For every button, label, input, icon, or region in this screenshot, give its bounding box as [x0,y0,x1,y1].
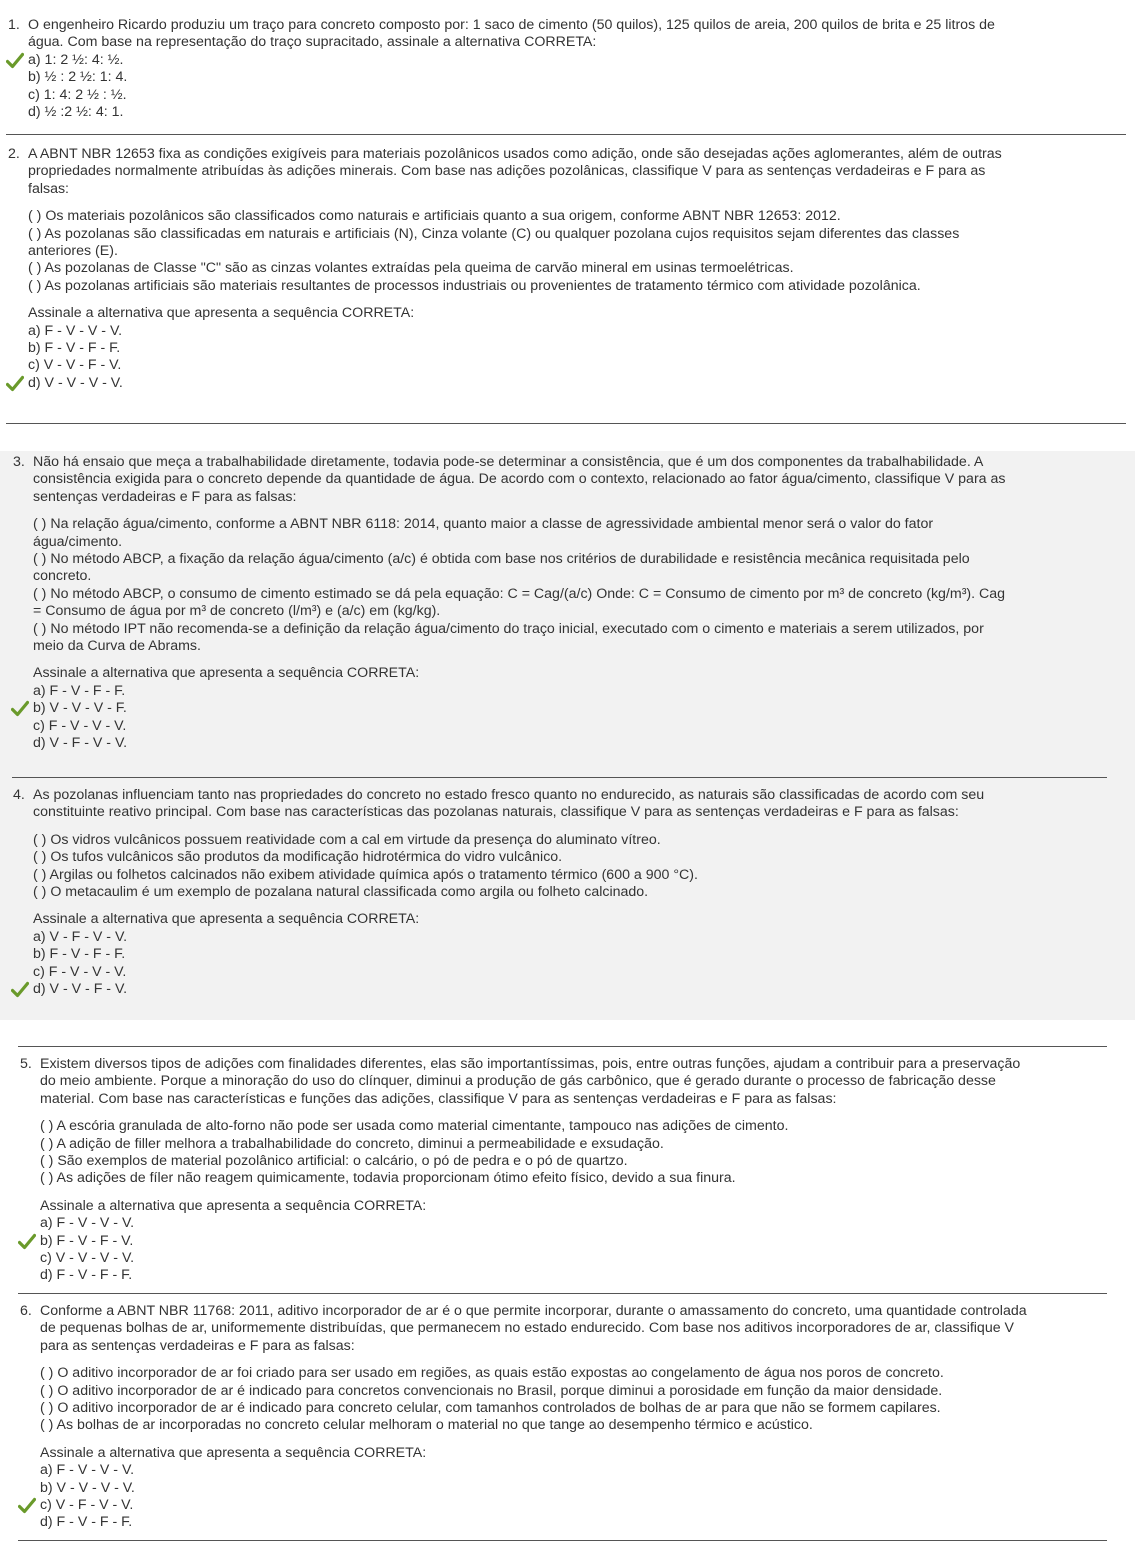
answer-prompt: Assinale a alternativa que apresenta a sequência CORRETA: [28,305,415,322]
answer-option-correct: d) V - V - F - V. [33,981,1123,998]
question-body [28,146,1123,392]
question-number: 6. [20,1303,32,1319]
question-text-line: água. Com base na representação do traço supracitado, assinale a alternativa CORRETA: [28,34,597,51]
question-body [33,454,1123,753]
statement: ( ) O metacaulim é um exemplo de pozalana natural classificada como argila ou folheto calcinado. [33,884,649,901]
question-text [33,454,1123,506]
question-number: 2. [8,146,20,162]
question-divider [18,1046,1107,1047]
question-text-line: material. Com base nas características e funções das adições, classifique V para as sentenças verdadeiras e F para as falsas: [40,1090,837,1107]
question-text-line: falsas: [28,180,70,197]
question-5 [20,1056,1110,1285]
statement: ( ) No método IPT não recomenda-se a definição da relação água/cimento do traço inicial, executado com o cimento e materiais a serem utilizados, por [33,620,984,637]
answer-option: c) V - V - V - V. [40,1250,135,1267]
statement: ( ) No método ABCP, a fixação da relação água/cimento (a/c) é obtida com base nos critérios de durabilidade e resistência mecânica requisitada pelo [33,551,970,568]
question-divider [6,423,1126,424]
answer-option: a) F - V - V - V. [40,1215,135,1232]
statement: meio da Curva de Abrams. [33,638,201,655]
question-text-line: propriedades normalmente atribuídas às adições minerais. Com base nas adições pozolânicas, classifique V para as sentenças verdadeiras e F para as [28,163,986,180]
answer-prompt: Assinale a alternativa que apresenta a sequência CORRETA: [40,1444,427,1461]
question-text [40,1056,1110,1108]
options-block [28,305,1123,392]
question-divider [18,1540,1107,1541]
question-text-line: O engenheiro Ricardo produziu um traço para concreto composto por: 1 saco de cimento (50 quilos), 125 quilos de areia, 200 quilos de brita e 25 litros de [28,17,995,33]
question-text-line: As pozolanas influenciam tanto nas propriedades do concreto no estado fresco quanto no endurecido, as naturais são classificadas de acordo com seu [33,787,985,803]
answer-option: c) 1: 4: 2 ½ : ½. [28,86,127,103]
checkmark-icon [11,981,29,998]
answer-option: d) F - V - F - F. [40,1514,133,1531]
statement: ( ) O aditivo incorporador de ar é indicado para concretos convencionais no Brasil, porque diminui a porosidade em função da maior densidade. [40,1382,943,1399]
question-body [40,1303,1110,1532]
answer-option: a) V - F - V - V. [33,928,128,945]
answer-option-correct: b) V - V - V - F. [33,700,1123,717]
question-text [40,1303,1110,1355]
statement: água/cimento. [33,533,123,550]
answer-option: a) F - V - V - V. [40,1462,135,1479]
question-4 [13,787,1123,998]
statement: ( ) A escória granulada de alto-forno não pode ser usada como material cimentante, tampouco nas adições de cimento. [40,1118,789,1135]
options-block [40,1198,1110,1285]
statement: ( ) No método ABCP, o consumo de cimento estimado se dá pela equação: C = Cag/(a/c) Onde: C = Consumo de cimento por m³ de concreto (kg/m³). Cag [33,585,1006,602]
statement-list [33,516,1123,655]
answer-option: b) ½ : 2 ½: 1: 4. [28,69,128,86]
question-6 [20,1303,1110,1532]
question-number: 1. [8,17,20,33]
question-text-line: A ABNT NBR 12653 fixa as condições exigíveis para materiais pozolânicos usados como adição, onde são desejadas ações aglomerantes, além de outras [28,146,1002,162]
question-text-line: para as sentenças verdadeiras e F para as falsas: [40,1337,355,1354]
screenshot-panel-3 [0,1040,1135,1546]
question-divider [6,134,1126,135]
question-text [28,17,1123,52]
statement-list [40,1118,1110,1188]
question-body [28,17,1123,121]
options-block [40,1445,1110,1532]
statement: ( ) A adição de filler melhora a trabalhabilidade do concreto, diminui a permeabilidade e exsudação. [40,1135,664,1152]
checkmark-icon [18,1233,36,1250]
answer-option: d) V - F - V - V. [33,735,128,752]
question-divider [18,1293,1107,1294]
statement: ( ) As pozolanas de Classe "C" são as cinzas volantes extraídas pela queima de carvão mineral em usinas termoelétricas. [28,260,794,277]
answer-option-correct: a) 1: 2 ½: 4: ½. [28,52,1123,69]
answer-prompt: Assinale a alternativa que apresenta a sequência CORRETA: [33,665,420,682]
question-text [28,146,1123,198]
statement: ( ) As pozolanas são classificadas em naturais e artificiais (N), Cinza volante (C) ou qualquer pozolana cujos requisitos sejam diferentes das classes [28,225,960,242]
statement-list [28,208,1123,295]
question-text-line: consistência exigida para o concreto depende da quantidade de água. De acordo com o contexto, relacionado ao fator água/cimento, classifique V para as [33,471,1006,488]
statement: = Consumo de água por m³ de concreto (l/m³) e (a/c) em (kg/kg). [33,603,441,620]
question-text-line: do meio ambiente. Porque a minoração do uso do clínquer, diminui a produção de gás carbônico, que é gerado durante o processo de fabricação desse [40,1073,996,1090]
statement: ( ) São exemplos de material pozolânico artificial: o calcário, o pó de pedra e o pó de quartzo. [40,1153,628,1170]
question-number: 5. [20,1056,32,1072]
statement: ( ) As pozolanas artificiais são materiais resultantes de processos industriais ou provenientes de tratamento térmico com atividade pozolânica. [28,277,921,294]
screenshot-panel-2 [0,451,1135,1020]
checkmark-icon [11,700,29,717]
answer-option: b) F - V - F - F. [28,340,121,357]
answer-option-correct: b) F - V - F - V. [40,1233,1110,1250]
question-text-line: Não há ensaio que meça a trabalhabilidade diretamente, todavia pode-se determinar a consistência, que é um dos componentes da trabalhabilidade. A [33,454,984,470]
answer-option: a) F - V - F - F. [33,682,126,699]
answer-prompt: Assinale a alternativa que apresenta a sequência CORRETA: [40,1197,427,1214]
question-text-line: de pequenas bolhas de ar, uniformemente distribuídas, que permanecem no estado endurecido. Com base nos aditivos incorporadores de ar, classifique V [40,1320,1015,1337]
checkmark-icon [6,375,24,392]
question-2 [8,146,1123,392]
checkmark-icon [18,1497,36,1514]
options-block [33,665,1123,752]
question-text [33,787,1123,822]
answer-option: d) F - V - F - F. [40,1267,133,1284]
statement: anteriores (E). [28,243,118,260]
question-text-line: Conforme a ABNT NBR 11768: 2011, aditivo incorporador de ar é o que permite incorporar, durante o amassamento do concreto, uma quantidade controlada [40,1303,1027,1319]
answer-option-correct: d) V - V - V - V. [28,375,1123,392]
answer-option: c) V - V - F - V. [28,357,122,374]
answer-option: b) F - V - F - F. [33,946,126,963]
options-block [28,52,1123,122]
question-number: 4. [13,787,25,803]
question-3 [13,454,1123,753]
options-block [33,911,1123,998]
question-text-line: sentenças verdadeiras e F para as falsas: [33,488,297,505]
question-body [33,787,1123,998]
statement: ( ) Argilas ou folhetos calcinados não exibem atividade química após o tratamento térmico (600 a 900 °C). [33,866,698,883]
answer-option: d) ½ :2 ½: 4: 1. [28,104,124,121]
answer-option: c) F - V - V - V. [33,717,127,734]
statement: ( ) Os vidros vulcânicos possuem reatividade com a cal em virtude da presença do aluminato vítreo. [33,831,661,848]
statement: ( ) As bolhas de ar incorporadas no concreto celular melhoram o material no que tange ao desempenho térmico e acústico. [40,1417,813,1434]
statement-list [40,1365,1110,1435]
answer-prompt: Assinale a alternativa que apresenta a sequência CORRETA: [33,911,420,928]
question-divider [12,777,1107,778]
question-1 [8,17,1123,121]
answer-option-correct: c) V - F - V - V. [40,1497,1110,1514]
question-number: 3. [13,454,25,470]
statement: ( ) O aditivo incorporador de ar foi criado para ser usado em regiões, as quais estão expostas ao congelamento de água nos poros de concreto. [40,1365,944,1382]
answer-option: a) F - V - V - V. [28,322,123,339]
question-text-line: constituinte reativo principal. Com base nas características das pozolanas naturais, classifique V para as sentenças verdadeiras e F para as falsas: [33,804,959,821]
statement: ( ) Os materiais pozolânicos são classificados como naturais e artificiais quanto a sua origem, conforme ABNT NBR 12653: 2012. [28,208,841,225]
statement: ( ) As adições de fíler não reagem quimicamente, todavia proporcionam ótimo efeito físico, devido a sua finura. [40,1170,736,1187]
statement-list [33,832,1123,902]
screenshot-panel-1 [0,0,1135,430]
statement: ( ) Os tufos vulcânicos são produtos da modificação hidrotérmica do vidro vulcânico. [33,849,563,866]
statement: concreto. [33,568,92,585]
answer-option: c) F - V - V - V. [33,963,127,980]
question-text-line: Existem diversos tipos de adições com finalidades diferentes, elas são importantíssimas, pois, entre outras funções, ajudam a contribuir para a preservação [40,1056,1021,1072]
statement: ( ) O aditivo incorporador de ar é indicado para concreto celular, com tamanhos controlados de bolhas de ar para que não se formem capilares. [40,1400,941,1417]
statement: ( ) Na relação água/cimento, conforme a ABNT NBR 6118: 2014, quanto maior a classe de agressividade ambiental menor será o valor do fator [33,516,934,533]
answer-option: b) V - V - V - V. [40,1479,135,1496]
question-body [40,1056,1110,1285]
checkmark-icon [6,52,24,69]
